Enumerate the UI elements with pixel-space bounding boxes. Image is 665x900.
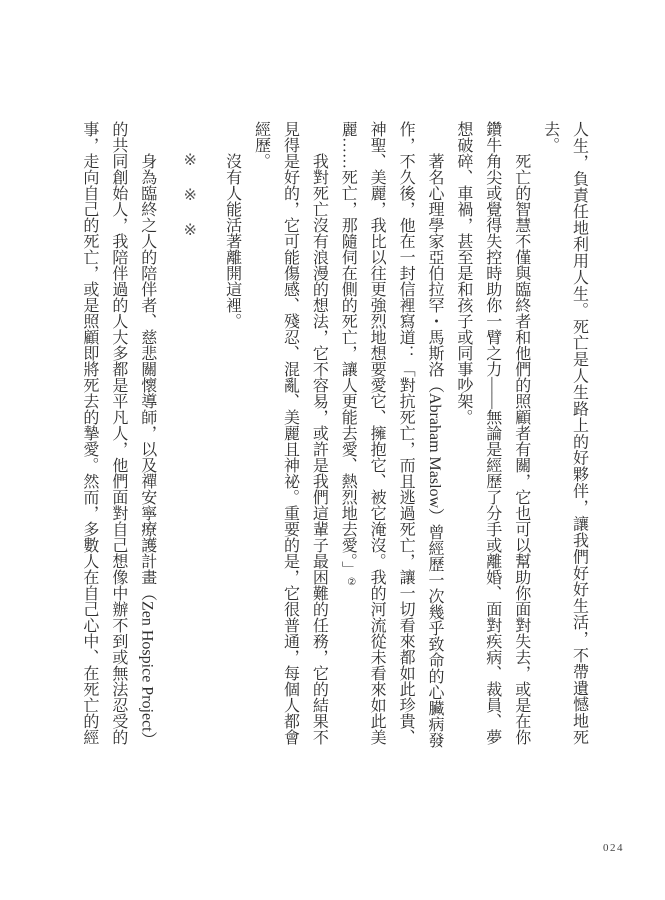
paragraph-companion-to-dying [74,121,161,748]
paragraph-wisdom-of-death [448,121,535,745]
paragraph-no-one-leaves-alive [217,121,246,745]
text-line [332,121,361,745]
paragraph-continuation [535,121,593,745]
text-line: 著名心理學家亞伯拉罕・馬斯洛（Abraham Maslow）曾經歷一次幾乎致命的心臟病發 [425,153,443,749]
text-line: 神聖、美麗，我比以往更強烈地想要愛它、擁抱它、被它淹沒。我的河流從未看來如此美 [368,121,386,745]
text-line: 去。 [541,121,559,153]
text-line: 身為臨終之人的陪伴者、慈悲關懷導師，以及禪安寧療護計畫（Zen Hospice Project） [138,153,156,748]
text-line: 的共同創始人，我陪伴過的人大多都是平凡人，他們面對自己想像中辦不到或無法忍受的 [109,121,127,745]
text-line: 人生，負責任地利用人生。死亡是人生路上的好夥伴，讓我們好好生活，不帶遺憾地死 [570,121,588,745]
paragraph-no-romantic-ideas [246,121,333,745]
text-line: 作，不久後，他在一封信裡寫道：「對抗死亡，而且逃過死亡，讓一切看來都如此珍貴、 [397,121,415,745]
footnote-marker: ② [346,577,358,588]
text-line: 想破碎、車禍，甚至是和孩子或同事吵架。 [454,121,472,425]
section-break-asterisms: ※ ※ ※ [180,150,198,239]
text-line: 沒有人能活著離開這裡。 [223,153,241,329]
text-line: 見得是好的，它可能傷感、殘忍、混亂、美麗且神祕。重要的是，它很普通，每個人都會 [281,121,299,745]
text-line-content: 麗……死亡，那隨伺在側的死亡，讓人更能去愛、熱烈地去愛。」 [339,121,357,577]
vertical-body-text [74,121,593,749]
text-line: 鑽牛角尖或覺得失控時助你一臂之力——無論是經歷了分手或離婚、面對疾病、裁員、夢 [483,121,501,745]
text-line: 事，走向自己的死亡，或是照顧即將死去的摯愛。然而，多數人在自己心中、在死亡的經 [80,121,98,745]
text-line: 死亡的智慧不僅與臨終者和他們的照顧者有關，它也可以幫助你面對失去，或是在你 [512,153,530,745]
page-number: 024 [603,842,624,854]
text-line: 我對死亡沒有浪漫的想法，它不容易，或許是我們這輩子最困難的任務，它的結果不 [310,153,328,745]
paragraph-maslow-quote [332,121,448,749]
text-line: 經歷。 [252,121,270,169]
